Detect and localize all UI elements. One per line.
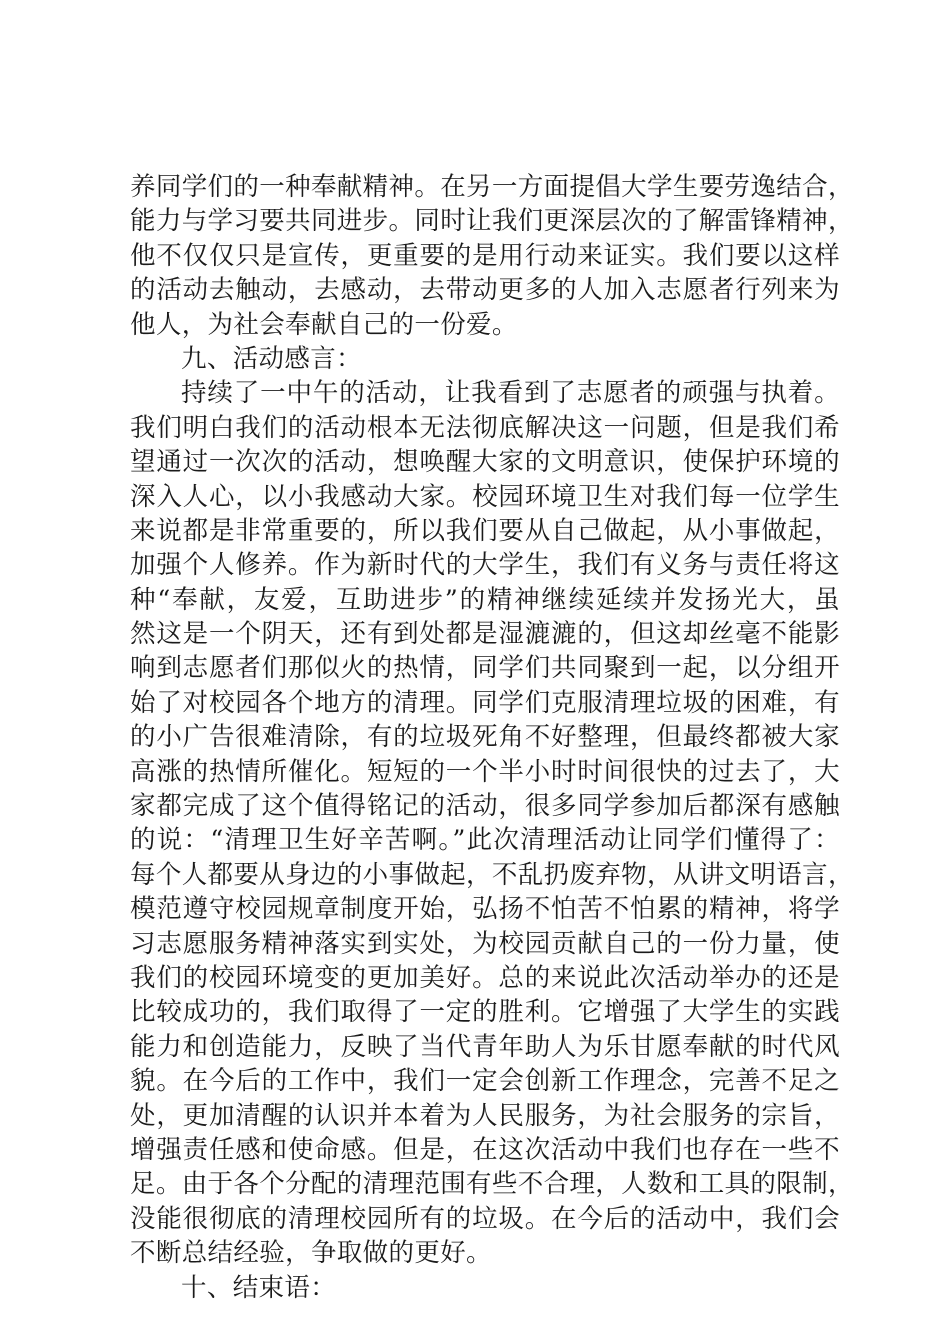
text-line: 响到志愿者们那似火的热情，同学们共同聚到一起，以分组开 [130, 653, 840, 684]
text-line: 增强责任感和使命感。但是，在这次活动中我们也存在一些不 [130, 1134, 840, 1165]
text-line: 每个人都要从身边的小事做起，不乱扔废弃物，从讲文明语言， [130, 859, 854, 890]
text-line: 貌。在今后的工作中，我们一定会创新工作理念，完善不足之 [130, 1066, 840, 1097]
text-line: 加强个人修养。作为新时代的大学生，我们有义务与责任将这 [130, 550, 840, 581]
text-line: 然这是一个阴天，还有到处都是湿漉漉的，但这却丝毫不能影 [130, 619, 840, 650]
text-line: 能力和创造能力，反映了当代青年助人为乐甘愿奉献的时代风 [130, 1031, 840, 1062]
text-line: 他不仅仅只是宣传，更重要的是用行动来证实。我们要以这样 [130, 240, 840, 271]
text-line: 他人，为社会奉献自己的一份爱。 [130, 309, 518, 340]
text-line: 模范遵守校园规章制度开始，弘扬不怕苦不怕累的精神，将学 [130, 894, 840, 925]
text-line: 处，更加清醒的认识并本着为人民服务，为社会服务的宗旨， [130, 1100, 840, 1131]
text-line: 我们的校园环境变的更加美好。总的来说此次活动举办的还是 [130, 962, 840, 993]
text-line: 持续了一中午的活动，让我看到了志愿者的顽强与执着。 [181, 378, 840, 409]
section-heading-10: 十、结束语： [181, 1272, 337, 1303]
text-line: 的小广告很难清除，有的垃圾死角不好整理，但最终都被大家 [130, 722, 840, 753]
text-line: 深入人心，以小我感动大家。校园环境卫生对我们每一位学生 [130, 481, 840, 512]
text-line: 我们明白我们的活动根本无法彻底解决这一问题，但是我们希 [130, 412, 840, 443]
text-line: 没能很彻底的清理校园所有的垃圾。在今后的活动中，我们会 [130, 1203, 840, 1234]
body-text [130, 170, 854, 1305]
text-line: 来说都是非常重要的，所以我们要从自己做起，从小事做起， [130, 515, 840, 546]
text-line: 的说：“清理卫生好辛苦啊。”此次清理活动让同学们懂得了： [130, 825, 840, 856]
text-line: 种“奉献，友爱，互助进步”的精神继续延续并发扬光大，虽 [130, 584, 840, 615]
text-line: 家都完成了这个值得铭记的活动，很多同学参加后都深有感触 [130, 791, 840, 822]
text-line: 比较成功的，我们取得了一定的胜利。它增强了大学生的实践 [130, 997, 840, 1028]
section-heading-9: 九、活动感言： [181, 343, 362, 374]
text-line: 高涨的热情所催化。短短的一个半小时时间很快的过去了，大 [130, 756, 840, 787]
text-line: 能力与学习要共同进步。同时让我们更深层次的了解雷锋精神， [130, 206, 854, 237]
text-line: 养同学们的一种奉献精神。在另一方面提倡大学生要劳逸结合， [130, 172, 854, 202]
text-line: 足。由于各个分配的清理范围有些不合理，人数和工具的限制， [130, 1169, 854, 1200]
text-line: 始了对校园各个地方的清理。同学们克服清理垃圾的困难，有 [130, 687, 840, 718]
text-line: 的活动去触动，去感动，去带动更多的人加入志愿者行列来为 [130, 275, 840, 306]
text-line: 习志愿服务精神落实到实处，为校园贡献自己的一份力量，使 [130, 928, 840, 959]
text-line: 不断总结经验，争取做的更好。 [130, 1238, 492, 1269]
text-line: 望通过一次次的活动，想唤醒大家的文明意识，使保护环境的 [130, 447, 840, 478]
